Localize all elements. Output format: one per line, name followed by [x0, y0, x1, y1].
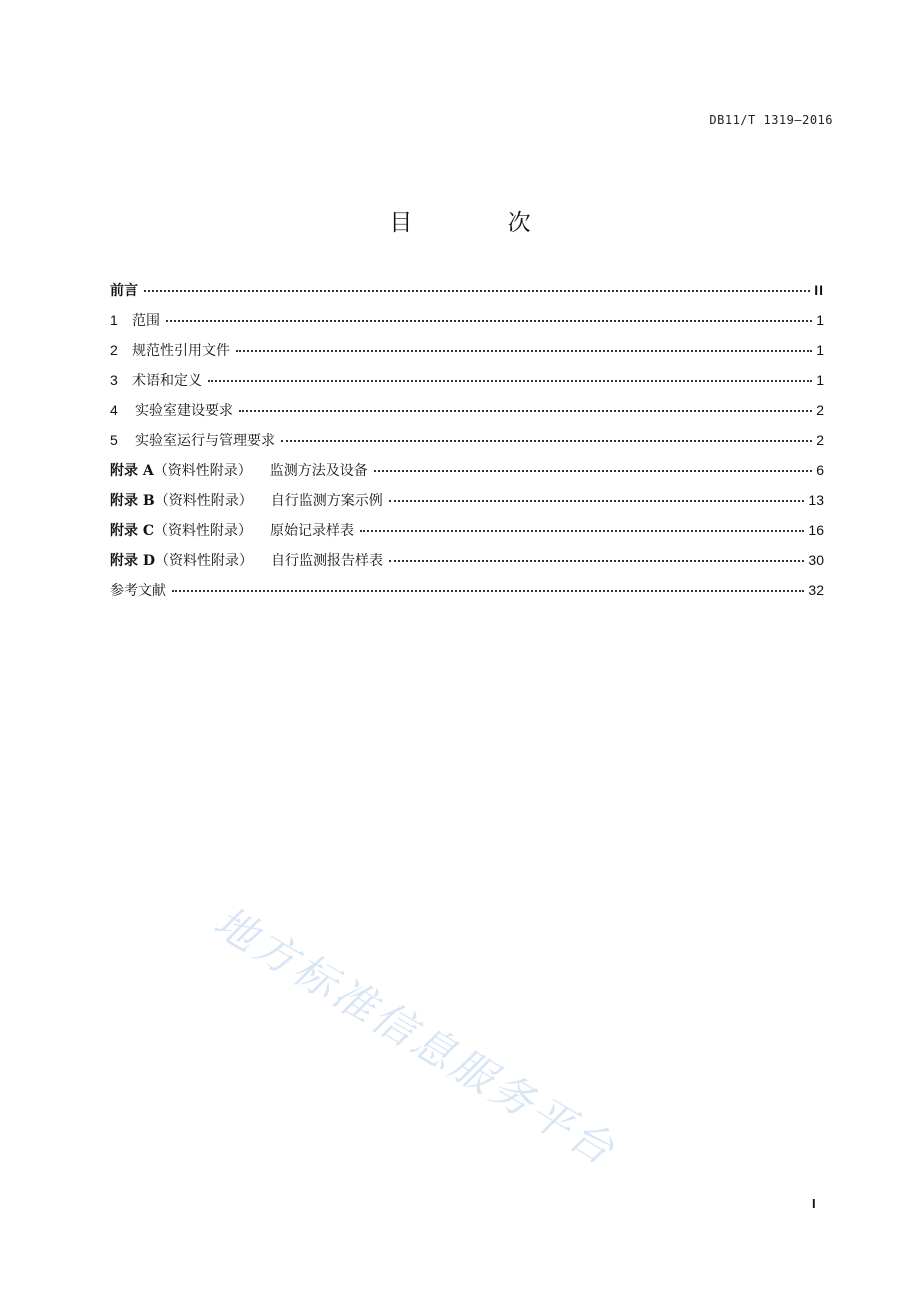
leader-dots	[208, 379, 812, 382]
toc-annotation: （资料性附录）	[154, 523, 253, 539]
document-code: DB11/T 1319—2016	[709, 113, 833, 127]
leader-dots	[360, 529, 804, 532]
page-title: 目 次	[389, 210, 575, 236]
toc-label: 实验室建设要求	[135, 403, 233, 419]
toc-page-number: 32	[808, 582, 824, 598]
toc-number: 2	[110, 342, 118, 358]
toc-label: 规范性引用文件	[132, 343, 230, 359]
toc-page-number: 16	[808, 522, 824, 538]
toc-prefix: 附录 D	[110, 553, 156, 569]
toc-number: 5	[110, 432, 118, 448]
toc-label: 自行监测方案示例	[270, 493, 383, 509]
toc-entry-appendix-c[interactable]	[110, 520, 824, 550]
toc-label: 实验室运行与管理要求	[135, 433, 275, 449]
toc-entry-bibliography[interactable]	[110, 580, 824, 610]
leader-dots	[389, 499, 805, 502]
toc-label: 术语和定义	[132, 373, 202, 389]
toc-label: 监测方法及设备	[269, 463, 368, 479]
toc-entry-lab-operation[interactable]	[110, 430, 824, 460]
toc-prefix: 附录 B	[110, 493, 155, 509]
toc-entry-appendix-a[interactable]	[110, 460, 824, 490]
leader-dots	[239, 409, 812, 412]
leader-dots	[166, 319, 812, 322]
toc-label: 自行监测报告样表	[271, 553, 384, 569]
toc-page-number: II	[814, 282, 824, 298]
toc-label: 范围	[132, 313, 160, 329]
toc-entry-lab-construction[interactable]	[110, 400, 824, 430]
toc-page-number: 2	[816, 432, 824, 448]
toc-annotation: （资料性附录）	[153, 463, 252, 479]
toc-page-number: 1	[816, 342, 824, 358]
leader-dots	[144, 289, 810, 292]
toc-entry-appendix-d[interactable]	[110, 550, 824, 580]
toc-entry-foreword[interactable]	[110, 280, 824, 310]
toc-entry-terms-definitions[interactable]	[110, 370, 824, 400]
toc-number: 4	[110, 402, 118, 418]
toc-page-number: 2	[816, 402, 824, 418]
footer-page-number: I	[812, 1196, 816, 1211]
toc-annotation: （资料性附录）	[155, 553, 254, 569]
leader-dots	[236, 349, 812, 352]
toc-prefix: 附录 A	[110, 463, 154, 479]
toc-prefix: 附录 C	[110, 523, 155, 539]
leader-dots	[374, 469, 812, 472]
toc-page-number: 1	[816, 372, 824, 388]
toc-label: 参考文献	[110, 583, 166, 599]
toc-number: 1	[110, 312, 118, 328]
toc-page-number: 6	[816, 462, 824, 478]
toc-annotation: （资料性附录）	[154, 493, 253, 509]
toc-number: 3	[110, 372, 118, 388]
leader-dots	[389, 559, 804, 562]
toc-page-number: 1	[816, 312, 824, 328]
toc-page-number: 13	[808, 492, 824, 508]
toc-entry-normative-references[interactable]	[110, 340, 824, 370]
toc-entry-scope[interactable]	[110, 310, 824, 340]
toc-label: 前言	[110, 283, 138, 299]
table-of-contents	[110, 280, 824, 610]
watermark-text: 地方标准信息服务平台	[205, 896, 626, 1176]
toc-label: 原始记录样表	[270, 523, 355, 539]
leader-dots	[172, 589, 804, 592]
leader-dots	[281, 439, 812, 442]
toc-page-number: 30	[808, 552, 824, 568]
toc-entry-appendix-b[interactable]	[110, 490, 824, 520]
